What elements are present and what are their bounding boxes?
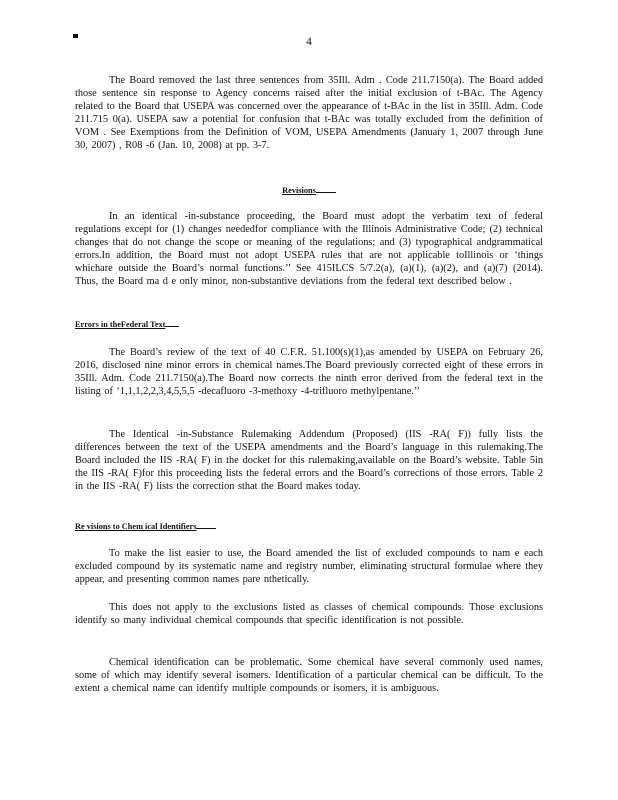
paragraph-list-easier: To make the list easier to use, the Board amended the list of excluded compounds to nam e each excluded compound by its systematic name and registry number, eliminating structural formulae where they appear, and presenting common names pare nthetically. xyxy=(75,548,543,585)
paragraph-review-errors: The Board’s review of the text of 40 C.F.R. 51.100(s)(1),as amended by USEPA on February 26, 2016, disclosed nine minor errors in chemical names.The Board previously corrected eight of these errors in 35Ill. Adm. Code 211.7150(a).The Board now corrects the ninth error derived from the federal text in the listing of ‘1,1,1,2,2,3,4,5,5,5 -decafluoro -3-methoxy -4-trifluoro methylpentane.’’ xyxy=(75,347,543,397)
heading-identifiers-label: Re visions to Chem ical Identifiers xyxy=(75,522,197,531)
page-number: 4 xyxy=(306,36,312,48)
heading-revisions-label: Revisions xyxy=(282,186,316,195)
heading-rule xyxy=(196,527,216,529)
paragraph-identical-in-substance: In an identical -in-substance proceeding, the Board must adopt the verbatim text of federal regulations except for (1) changes neededfor compliance with the Illinois Administrative Code; (2) technical changes that do not change the scope or meaning of the regulations; and (3) typographical andgrammatical errors.In addition, the Board must not adopt USEPA rules that are not applicable toIllinois or ‘things whichare outside the Board’s normal functions.’’ See 415ILCS 5/7.2(a), (a)(1), (a)(2), and (a)(7) (2014). Thus, the Board ma d e only minor, non-substantive deviations from the federal text described below . xyxy=(75,211,543,287)
paragraph-iis-ra-addendum: The Identical -in-Substance Rulemaking Addendum (Proposed) (IIS -RA( F)) fully lists the differences between the text of the USEPA amendments and the Board’s language in this rulemaking.The Board included the IIS -RA( F) in the docket for this rulemaking,available on the Board’s website. Table 5in the IIS -RA( F)for this proceeding lists the federal errors and the Board’s corrections of those errors. Table 2 in the IIS -RA( F) lists the correction sthat the Board makes today. xyxy=(75,429,543,492)
paragraph-chemical-identification: Chemical identification can be problematic. Some chemical have several commonly used names, some of which may identify several isomers. Identification of a particular chemical can be difficult. To the extent a chemical name can identify multiple compounds or isomers, it is ambiguous. xyxy=(75,657,543,694)
heading-revisions xyxy=(0,186,618,195)
heading-errors-label: Errors in theFederal Text xyxy=(75,320,166,329)
paragraph-class-exclusions: This does not apply to the exclusions listed as classes of chemical compounds. Those exclusions identify so many individual chemical compounds that specific identification is not possible. xyxy=(75,602,543,626)
heading-chemical-identifiers xyxy=(75,522,216,531)
heading-errors-federal-text xyxy=(75,320,179,329)
heading-rule xyxy=(165,325,179,327)
paragraph-tbac-removal: The Board removed the last three sentences from 35Ill. Adm . Code 211.7150(a). The Board added those sentence sin response to Agency concerns raised after the initial exclusion of t-BAc. The Agency related to the Board that USEPA was concerned over the appearance of t-BAc in the list in 35Ill. Adm. Code 211.715 0(a). USEPA saw a potential for confusion that t-BAc was totally excluded from the definition of VOM . See Exemptions from the Definition of VOM, USEPA Amendments (January 1, 2007 through June 30, 2007) , R08 -6 (Jan. 10, 2008) at pp. 3-7. xyxy=(75,75,543,151)
heading-rule xyxy=(316,191,336,193)
